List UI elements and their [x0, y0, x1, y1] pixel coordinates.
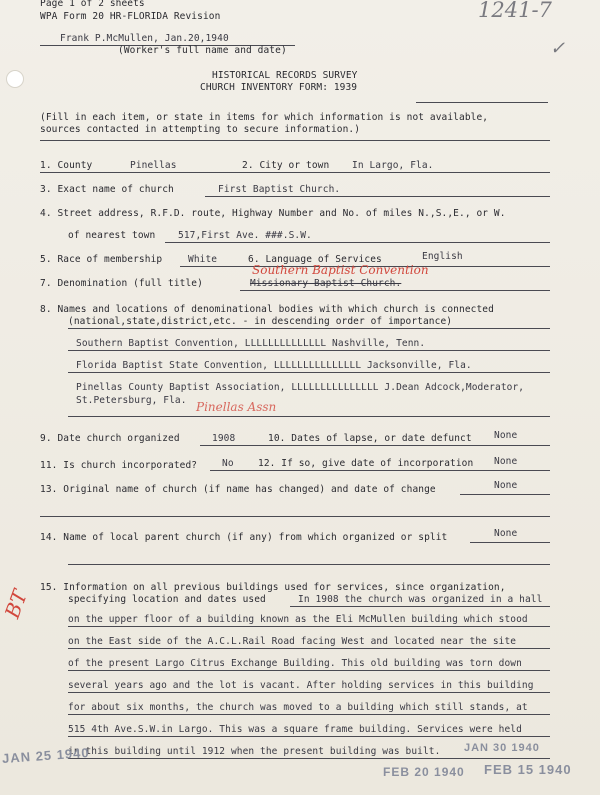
- item-8-line-2: Florida Baptist State Convention, LLLLLLLLLLLLLLL Jacksonville, Fla.: [76, 360, 472, 371]
- item-12-value: None: [494, 456, 518, 467]
- item-4-cont: of nearest town: [68, 230, 156, 241]
- date-stamp-feb20: FEB 20 1940: [383, 765, 465, 779]
- item-9-rule: [200, 445, 550, 446]
- item-9-label: 9. Date church organized: [40, 433, 180, 444]
- item-15-rule-3: [68, 670, 550, 671]
- pencil-number: 1241-7: [478, 0, 552, 22]
- item-12-label: 12. If so, give date of incorporation: [258, 458, 474, 469]
- item-15-label-2: specifying location and dates used: [68, 594, 266, 605]
- item-15-text-8: in this building until 1912 when the present building was built.: [68, 746, 441, 757]
- item-8-line-4: St.Petersburg, Fla.: [76, 395, 187, 406]
- item-8-label-2: (national,state,district,etc. - in descending order of importance): [68, 316, 453, 327]
- item-8-rule-2: [68, 372, 550, 373]
- item-3-label: 3. Exact name of church: [40, 184, 174, 195]
- item-10-value: None: [494, 430, 518, 441]
- item-1-rule: [40, 172, 550, 173]
- item-8-rule-0: [68, 328, 550, 329]
- item-8-line-1: Southern Baptist Convention, LLLLLLLLLLLLLL Nashville, Tenn.: [76, 338, 426, 349]
- item-15-text-3: on the East side of the A.C.L.Rail Road facing West and located near the site: [68, 636, 517, 647]
- item-4-label: 4. Street address, R.F.D. route, Highway Number and No. of miles N.,S.,E., or W.: [40, 208, 506, 219]
- item-15-rule-6: [68, 736, 550, 737]
- item-15-label-1: 15. Information on all previous buildings used for services, since organization,: [40, 582, 506, 593]
- date-stamp-jan25: JAN 25 1940: [1, 744, 91, 767]
- item-15-text-7: 515 4th Ave.S.W.in Largo. This was a square frame building. Services were held: [68, 724, 522, 735]
- item-4-value: 517,First Ave. ###.S.W.: [178, 230, 312, 241]
- item-15-text-5: several years ago and the lot is vacant. After holding services in this building: [68, 680, 534, 691]
- instructions-rule: [40, 140, 550, 141]
- item-8-rule-3: [68, 416, 550, 417]
- form-title: HISTORICAL RECORDS SURVEY: [212, 70, 358, 81]
- item-5-label: 5. Race of membership: [40, 254, 163, 265]
- item-11-label: 11. Is church incorporated?: [40, 460, 198, 471]
- item-15-rule-7: [68, 758, 550, 759]
- item-8-label-1: 8. Names and locations of denominational bodies with which church is connected: [40, 304, 494, 315]
- item-15-rule-2: [68, 648, 550, 649]
- item-6-value: English: [422, 251, 463, 262]
- header-rule: [416, 102, 548, 103]
- item-13-rule-2: [40, 516, 550, 517]
- worker-caption: (Worker's full name and date): [118, 45, 287, 56]
- item-2-label: 2. City or town: [242, 160, 330, 171]
- item-10-label: 10. Dates of lapse, or date defunct: [268, 433, 472, 444]
- item-6-label: 6. Language of Services: [248, 254, 382, 265]
- item-15-text-2: on the upper floor of a building known as the Eli McMullen building which stood: [68, 614, 528, 625]
- red-side-mark: BT: [0, 586, 33, 622]
- item-15-text-4: of the present Largo Citrus Exchange Building. This old building was torn down: [68, 658, 522, 669]
- check-mark-icon: ✓: [550, 38, 566, 59]
- item-14-rule-2: [68, 564, 550, 565]
- punch-hole: [6, 70, 24, 88]
- item-11-value: No: [222, 458, 234, 469]
- date-stamp-feb15: FEB 15 1940: [484, 762, 572, 777]
- item-8-line-3: Pinellas County Baptist Association, LLLLLLLLLLLLLLL J.Dean Adcock,Moderator,: [76, 382, 525, 393]
- item-14-rule: [470, 542, 550, 543]
- item-13-rule: [460, 494, 550, 495]
- item-7-label: 7. Denomination (full title): [40, 278, 203, 289]
- instructions-line-1: (Fill in each item, or state in items for which information is not available,: [40, 112, 489, 123]
- item-13-label: 13. Original name of church (if name has changed) and date of change: [40, 484, 436, 495]
- item-15-text-6: for about six months, the church was moved to a building which still stands, at: [68, 702, 528, 713]
- date-stamp-jan30: JAN 30 1940: [464, 742, 540, 754]
- item-1-value: Pinellas: [130, 160, 177, 171]
- item-15-rule-5: [68, 714, 550, 715]
- item-9-value: 1908: [212, 433, 236, 444]
- form-subtitle: CHURCH INVENTORY FORM: 1939: [200, 82, 358, 93]
- item-14-value: None: [494, 528, 518, 539]
- red-denomination-note: Southern Baptist Convention: [252, 263, 429, 277]
- item-13-value: None: [494, 480, 518, 491]
- item-4-rule: [165, 242, 550, 243]
- item-11-rule: [210, 470, 550, 471]
- worker-name-date: Frank P.McMullen, Jan.20,1940: [60, 33, 229, 44]
- red-association-note: Pinellas Assn: [196, 400, 277, 414]
- page-count: Page 1 of 2 sheets: [40, 0, 145, 9]
- item-7-value: Missionary Baptist Church.: [250, 278, 402, 289]
- item-5-value: White: [188, 254, 218, 265]
- form-id: WPA Form 20 HR-FLORIDA Revision: [40, 11, 221, 22]
- instructions-line-2: sources contacted in attempting to secure information.): [40, 124, 361, 135]
- item-15-rule-1: [68, 626, 550, 627]
- item-1-label: 1. County: [40, 160, 93, 171]
- item-3-value: First Baptist Church.: [218, 184, 341, 195]
- item-15-text-1: In 1908 the church was organized in a hall: [298, 594, 543, 605]
- item-7-rule: [240, 290, 550, 291]
- item-15-rule-4: [68, 692, 550, 693]
- item-3-rule: [205, 196, 550, 197]
- item-8-rule-1: [68, 350, 550, 351]
- item-15-rule-0: [290, 606, 550, 607]
- item-14-label: 14. Name of local parent church (if any) from which organized or split: [40, 532, 448, 543]
- item-2-value: In Largo, Fla.: [352, 160, 434, 171]
